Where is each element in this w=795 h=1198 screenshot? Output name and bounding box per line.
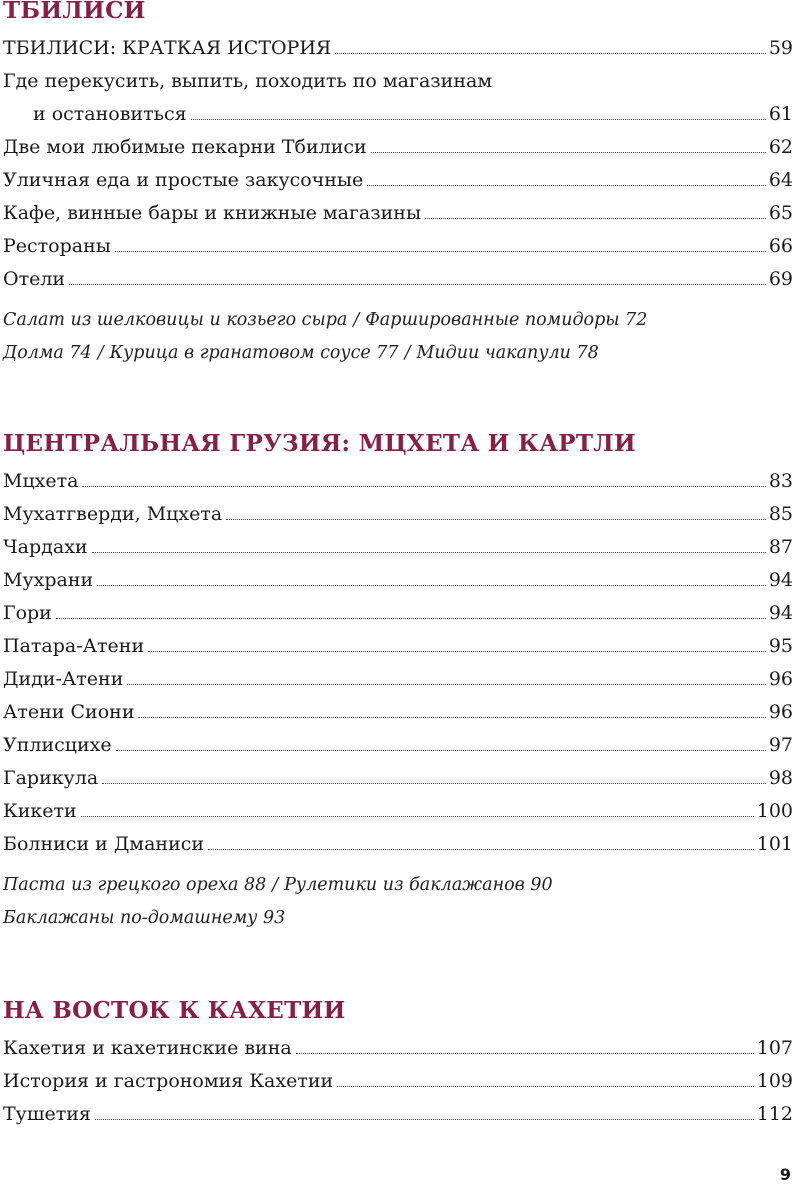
dot-leader — [296, 1053, 754, 1054]
dot-leader — [82, 486, 765, 487]
toc-entry-label: Рестораны — [3, 235, 111, 257]
dot-leader — [367, 185, 766, 186]
section-heading: ЦЕНТРАЛЬНАЯ ГРУЗИЯ: МЦХЕТА И КАРТЛИ — [3, 430, 636, 457]
dot-leader — [226, 519, 766, 520]
toc-entry[interactable] — [3, 1092, 793, 1125]
toc-entry[interactable] — [3, 492, 793, 525]
toc-page-number: 69 — [768, 268, 793, 290]
recipe-item[interactable]: Баклажаны по-домашнему 93 — [3, 908, 286, 928]
toc-entry-label: История и гастрономия Кахетии — [3, 1070, 334, 1092]
toc-entry[interactable] — [3, 191, 793, 224]
dot-leader — [97, 585, 766, 586]
toc-entry-label: Патара-Атени — [3, 635, 145, 657]
toc-entry[interactable] — [3, 591, 793, 624]
toc-entry-label: Чардахи — [3, 536, 88, 558]
recipe-item[interactable]: Паста из грецкого ореха 88 — [3, 875, 267, 895]
toc-page-number: 112 — [756, 1103, 793, 1125]
toc-entry[interactable] — [3, 624, 793, 657]
section-heading: ТБИЛИСИ — [3, 0, 146, 24]
toc-entry[interactable] — [3, 224, 793, 257]
toc-page-number: 94 — [768, 569, 793, 591]
dot-leader — [56, 618, 766, 619]
toc-entry-label: Мухатгверди, Мцхета — [3, 503, 223, 525]
dot-leader — [69, 284, 766, 285]
toc-entry[interactable] — [3, 690, 793, 723]
toc-entry[interactable] — [3, 125, 793, 158]
toc-entry-label: Кахетия и кахетинские вина — [3, 1037, 292, 1059]
toc-entry[interactable] — [3, 756, 793, 789]
dot-leader — [102, 783, 766, 784]
dot-leader — [115, 251, 766, 252]
toc-entry-label: Мухрани — [3, 569, 94, 591]
toc-page-number: 96 — [768, 668, 793, 690]
recipe-line — [3, 304, 793, 337]
dot-leader — [148, 651, 766, 652]
toc-entry-label: Гори — [3, 602, 52, 624]
toc-entry[interactable] — [3, 59, 793, 125]
toc-entry[interactable] — [3, 1026, 793, 1059]
toc-entry-label-line1: Где перекусить, выпить, походить по магазинам — [3, 70, 493, 92]
recipe-list — [3, 304, 793, 370]
toc-entry[interactable] — [3, 158, 793, 191]
toc-entry[interactable] — [3, 525, 793, 558]
separator: / — [97, 343, 104, 363]
toc-entry[interactable] — [3, 558, 793, 591]
toc-entry-label: Уличная еда и простые закусочные — [3, 169, 364, 191]
toc-list — [3, 26, 793, 290]
toc-entry-label: Отели — [3, 268, 66, 290]
toc-page-number: 62 — [768, 136, 793, 158]
toc-entry-label: Тушетия — [3, 1103, 91, 1125]
section-east-kakheti — [3, 996, 793, 1125]
toc-entry[interactable] — [3, 1059, 793, 1092]
toc-entry-label: Кафе, винные бары и книжные магазины — [3, 202, 422, 224]
separator: / — [353, 310, 360, 330]
recipe-item[interactable]: Долма 74 — [3, 343, 92, 363]
page-number: 9 — [779, 1165, 791, 1184]
toc-page-number: 83 — [768, 470, 793, 492]
toc-page-number: 59 — [768, 37, 793, 59]
toc-entry[interactable] — [3, 822, 793, 855]
toc-page-number: 109 — [756, 1070, 793, 1092]
toc-page-number: 61 — [768, 103, 793, 125]
toc-entry-label: Кикети — [3, 800, 77, 822]
toc-entry[interactable] — [3, 26, 793, 59]
toc-page-number: 97 — [768, 734, 793, 756]
separator: / — [404, 343, 411, 363]
recipe-line — [3, 869, 793, 902]
toc-entry-label: Болниси и Дманиси — [3, 833, 205, 855]
recipe-item[interactable]: Курица в гранатовом соусе 77 — [109, 343, 399, 363]
toc-entry-label: Уплисцихе — [3, 734, 112, 756]
toc-page-number: 95 — [768, 635, 793, 657]
toc-entry-label: Диди-Атени — [3, 668, 124, 690]
toc-entry[interactable] — [3, 257, 793, 290]
toc-page-number: 98 — [768, 767, 793, 789]
toc-entry[interactable] — [3, 459, 793, 492]
separator: / — [272, 875, 279, 895]
toc-entry[interactable] — [3, 789, 793, 822]
toc-page-number: 65 — [768, 202, 793, 224]
recipe-item[interactable]: Рулетики из баклажанов 90 — [284, 875, 553, 895]
dot-leader — [191, 119, 766, 120]
toc-page-number: 101 — [756, 833, 793, 855]
dot-leader — [116, 750, 766, 751]
dot-leader — [371, 152, 766, 153]
recipe-item[interactable]: Мидии чакапули 78 — [416, 343, 599, 363]
recipe-line — [3, 902, 793, 935]
toc-page-number: 85 — [768, 503, 793, 525]
toc-list — [3, 459, 793, 855]
dot-leader — [95, 1119, 754, 1120]
recipe-item[interactable]: Салат из шелковицы и козьего сыра — [3, 310, 348, 330]
toc-page-number: 94 — [768, 602, 793, 624]
toc-page-number: 87 — [768, 536, 793, 558]
dot-leader — [127, 684, 765, 685]
section-central-georgia — [3, 429, 793, 935]
recipe-line — [3, 337, 793, 370]
dot-leader — [425, 218, 766, 219]
toc-page-number: 107 — [756, 1037, 793, 1059]
toc-entry[interactable] — [3, 723, 793, 756]
toc-page-number: 96 — [768, 701, 793, 723]
dot-leader — [335, 53, 766, 54]
dot-leader — [208, 849, 754, 850]
dot-leader — [81, 816, 754, 817]
dot-leader — [138, 717, 765, 718]
toc-list — [3, 1026, 793, 1125]
toc-page-number: 64 — [768, 169, 793, 191]
recipe-list — [3, 869, 793, 935]
toc-entry-label: Мцхета — [3, 470, 79, 492]
recipe-item[interactable]: Фаршированные помидоры 72 — [365, 310, 648, 330]
dot-leader — [337, 1086, 754, 1087]
section-tbilisi — [3, 0, 793, 370]
section-heading: НА ВОСТОК К КАХЕТИИ — [3, 997, 346, 1024]
toc-page-number: 66 — [768, 235, 793, 257]
toc-entry-label: Гарикула — [3, 767, 99, 789]
toc-entry-label: и остановиться — [33, 103, 187, 125]
toc-entry-label: Атени Сиони — [3, 701, 135, 723]
toc-entry[interactable] — [3, 657, 793, 690]
toc-entry-label: Две мои любимые пекарни Тбилиси — [3, 136, 367, 158]
dot-leader — [92, 552, 766, 553]
toc-page-number: 100 — [756, 800, 793, 822]
toc-entry-label: ТБИЛИСИ: КРАТКАЯ ИСТОРИЯ — [3, 37, 332, 59]
